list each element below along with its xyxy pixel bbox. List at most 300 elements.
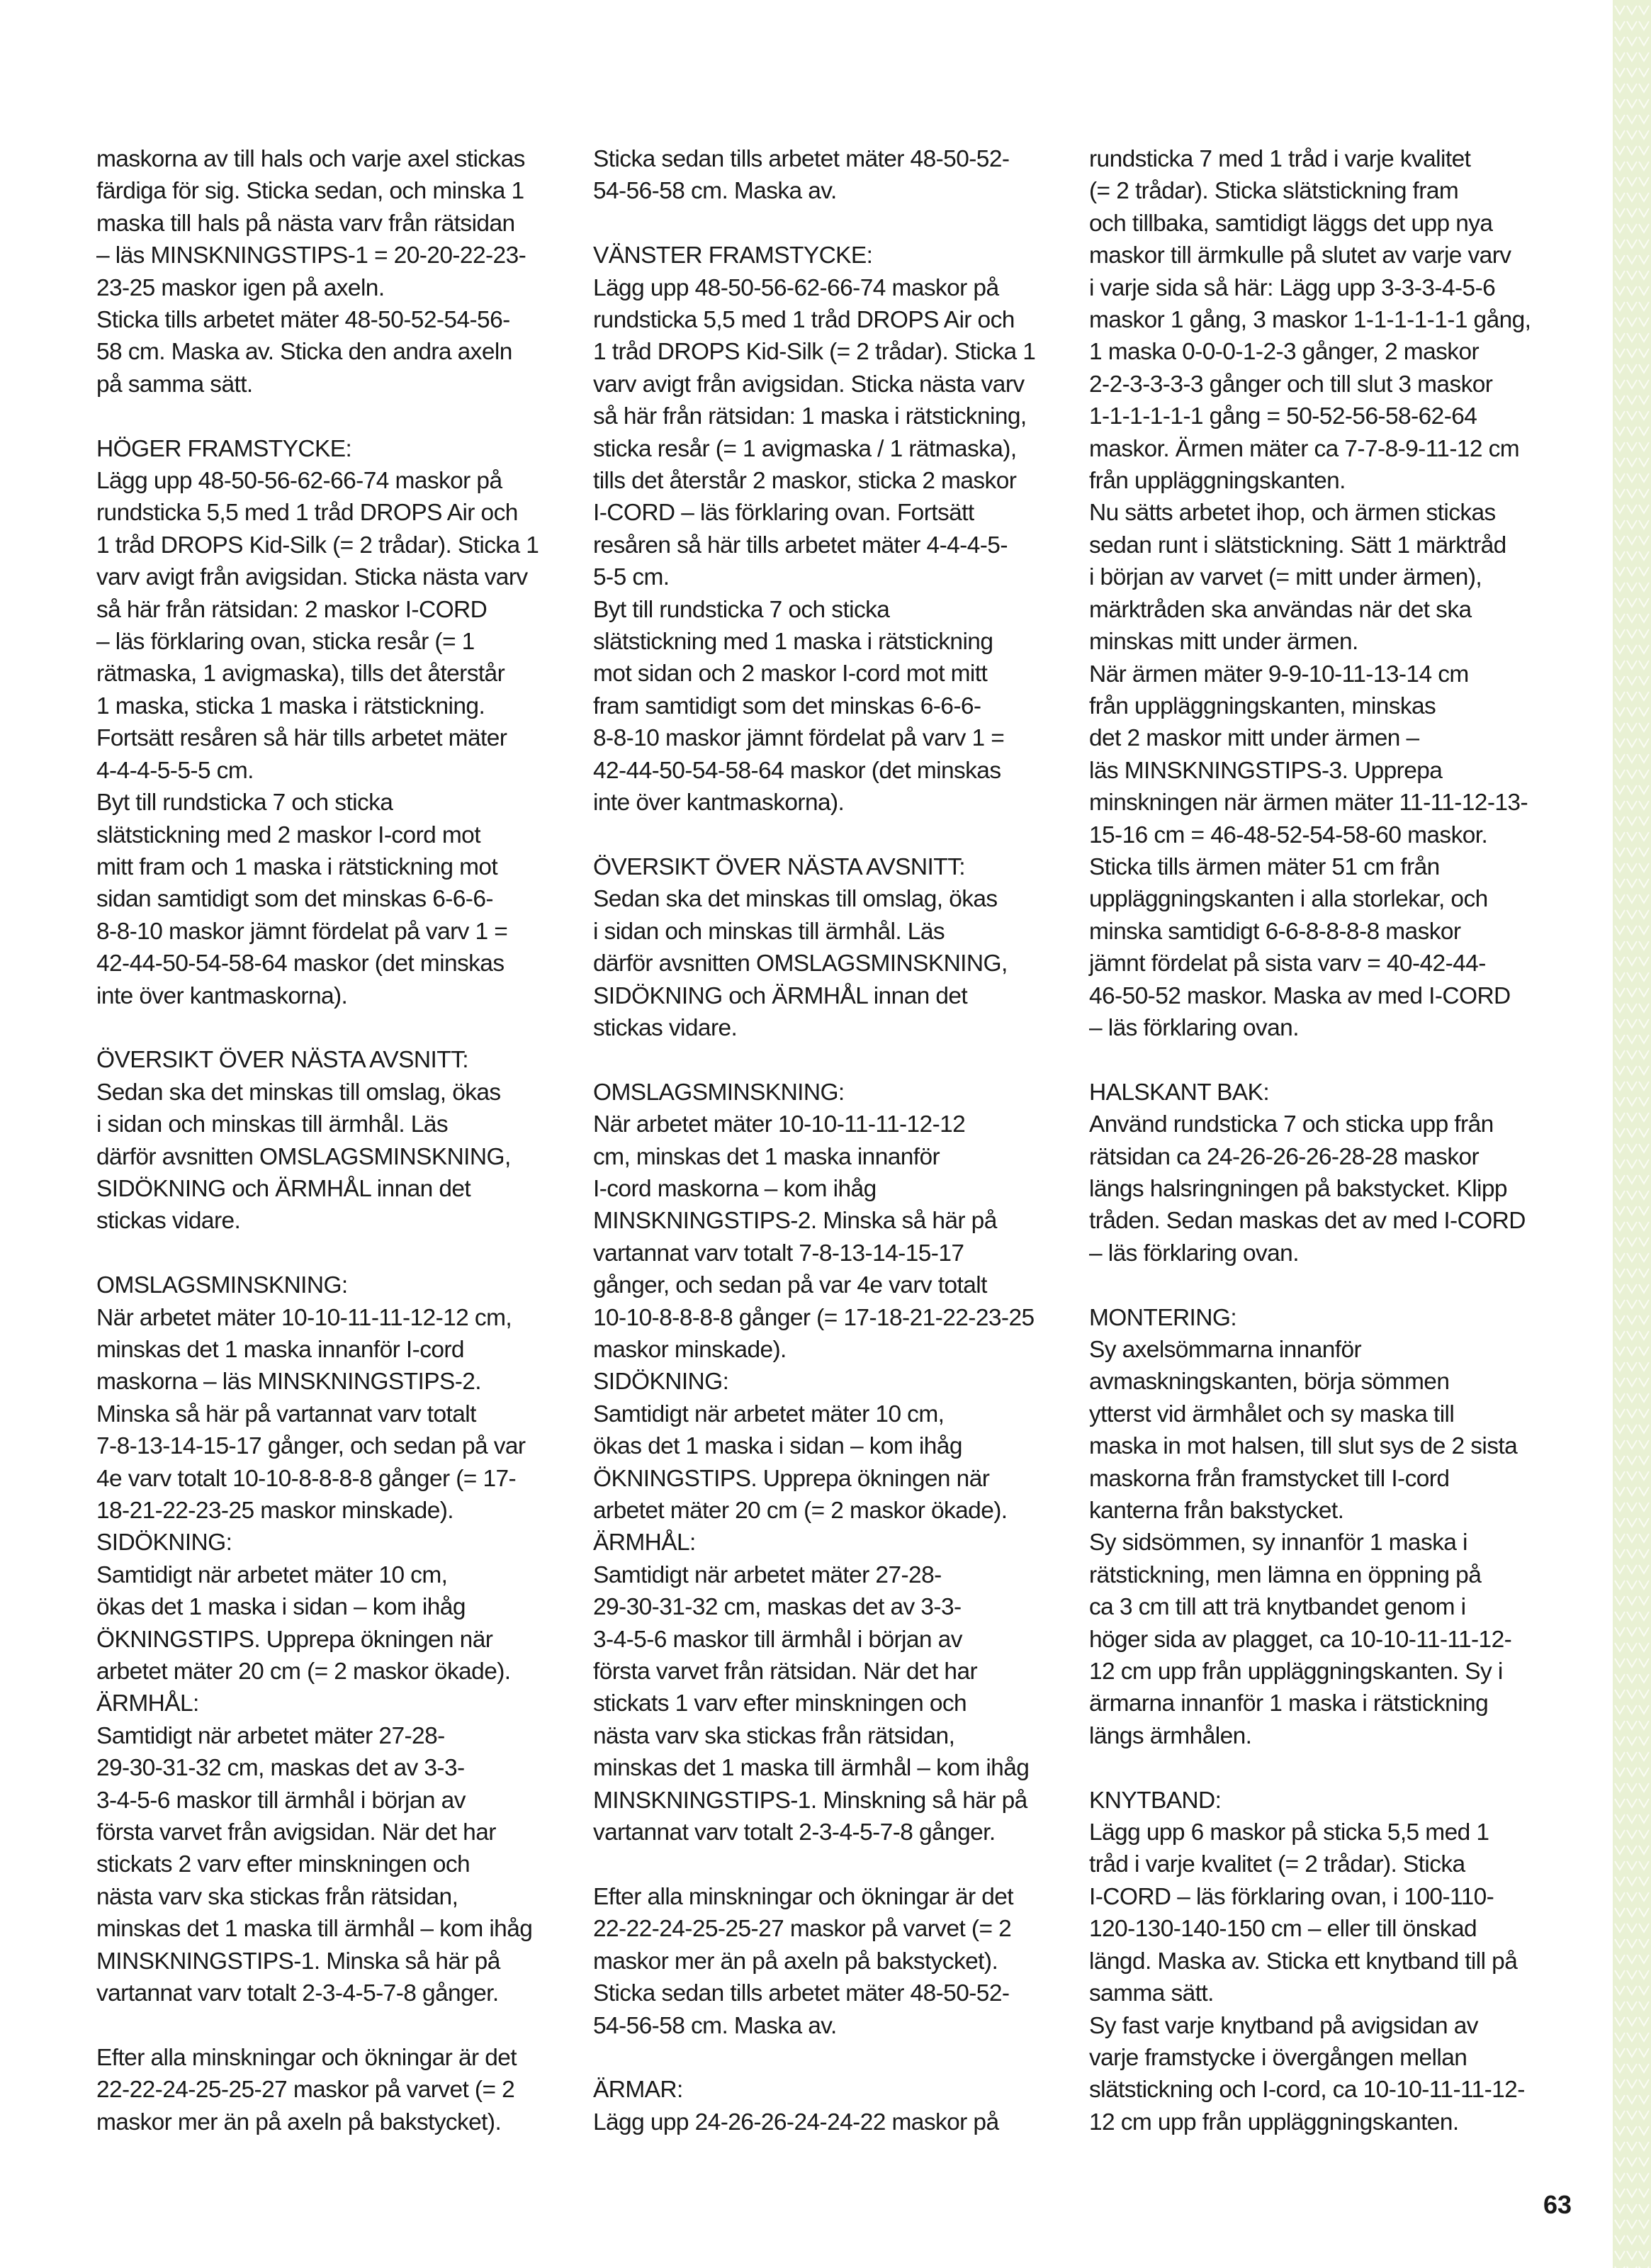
knit-stitch-mark [1639, 1487, 1649, 1495]
text-line: Sy sidsömmen, sy innanför 1 maska i [1089, 1529, 1467, 1556]
knit-stitch-mark [1615, 1736, 1625, 1745]
knit-stitch-mark [1615, 1487, 1625, 1495]
knit-stitch-mark [1627, 1097, 1637, 1106]
knit-stitch-mark [1627, 1222, 1637, 1230]
knit-stitch-mark [1615, 629, 1625, 638]
knit-stitch-mark [1627, 1237, 1637, 1246]
knit-stitch-mark [1639, 1425, 1649, 1433]
text-line: ökas det 1 maska i sidan – kom ihåg [96, 1594, 466, 1621]
knit-stitch-mark [1639, 926, 1649, 934]
knit-stitch-mark [1639, 1846, 1649, 1854]
knit-stitch-mark [1615, 1970, 1625, 1979]
knit-stitch-mark [1627, 1627, 1637, 1636]
knit-stitch-mark [1627, 1908, 1637, 1916]
knit-stitch-mark [1639, 1799, 1649, 1807]
text-line: 1 tråd DROPS Kid-Silk (= 2 trådar). Sticka 1 [593, 339, 1036, 366]
knit-stitch-mark [1627, 193, 1637, 201]
knit-stitch-mark [1639, 1986, 1649, 1994]
knit-stitch-mark [1639, 520, 1649, 529]
text-line: minskas mitt under ärmen. [1089, 629, 1358, 656]
knit-stitch-mark [1627, 941, 1637, 950]
knit-stitch-mark [1627, 988, 1637, 997]
knit-stitch-mark [1615, 2126, 1625, 2135]
knit-stitch-mark [1615, 1471, 1625, 1480]
knit-stitch-mark [1615, 2111, 1625, 2119]
knit-stitch-mark [1627, 2173, 1637, 2182]
text-line: i början av varvet (= mitt under ärmen), [1089, 564, 1482, 591]
knit-stitch-mark [1615, 1004, 1625, 1012]
knit-stitch-mark [1627, 879, 1637, 887]
knit-stitch-mark [1627, 2111, 1637, 2119]
knit-stitch-mark [1627, 1503, 1637, 1511]
text-line: 54-56-58 cm. Maska av. [593, 2012, 837, 2039]
text-line: MINSKNINGSTIPS-1. Minskning så här på [593, 1787, 1027, 1814]
knit-stitch-mark [1615, 1347, 1625, 1355]
knit-stitch-mark [1627, 302, 1637, 310]
knit-stitch-mark [1627, 1113, 1637, 1121]
text-line: ÖKNINGSTIPS. Upprepa ökningen när [593, 1465, 990, 1492]
knit-stitch-mark [1639, 894, 1649, 903]
text-line: Sedan ska det minskas till omslag, ökas [96, 1079, 501, 1106]
knit-stitch-mark [1615, 177, 1625, 186]
text-line: Lägg upp 48-50-56-62-66-74 maskor på [96, 468, 502, 495]
text-line: Sticka sedan tills arbetet mäter 48-50-52- [593, 1980, 1010, 2007]
text-line: arbetet mäter 20 cm (= 2 maskor ökade). [593, 1498, 1008, 1525]
knit-stitch-mark [1615, 2079, 1625, 2088]
text-line: ÄRMHÅL: [593, 1529, 696, 1556]
knit-stitch-mark [1627, 1284, 1637, 1293]
knit-stitch-mark [1639, 1237, 1649, 1246]
text-line: 8-8-10 maskor jämnt fördelat på varv 1 = [96, 918, 508, 945]
knit-stitch-mark [1639, 1596, 1649, 1605]
knit-stitch-mark [1615, 520, 1625, 529]
knit-stitch-mark [1627, 2189, 1637, 2197]
knit-stitch-mark [1627, 1955, 1637, 1963]
text-line: ökas det 1 maska i sidan – kom ihåg [593, 1433, 962, 1460]
text-line: maskor till ärmkulle på slutet av varje varv [1089, 242, 1511, 269]
knit-stitch-mark [1615, 848, 1625, 856]
knit-stitch-mark [1627, 676, 1637, 685]
knit-stitch-mark [1615, 1721, 1625, 1729]
text-line: läs MINSKNINGSTIPS-3. Upprepa [1089, 757, 1443, 784]
knit-stitch-mark [1639, 629, 1649, 638]
knit-stitch-mark [1639, 2173, 1649, 2182]
knit-stitch-mark [1615, 2204, 1625, 2213]
knit-stitch-mark [1615, 193, 1625, 201]
text-line: Efter alla minskningar och ökningar är det [593, 1883, 1014, 1910]
knit-stitch-mark [1615, 551, 1625, 560]
knit-stitch-mark [1615, 115, 1625, 123]
text-line: KNYTBAND: [1089, 1787, 1222, 1814]
text-line: resåren så här tills arbetet mäter 4-4-4-5- [593, 532, 1008, 558]
knit-stitch-mark [1627, 661, 1637, 669]
text-line: gånger, och sedan på var 4e varv totalt [593, 1272, 987, 1299]
knit-stitch-mark [1627, 1861, 1637, 1870]
text-line: ärmarna innanför 1 maska i rätstickning [1089, 1690, 1489, 1717]
knit-stitch-mark [1639, 645, 1649, 653]
knit-stitch-mark [1639, 754, 1649, 763]
text-line: ÄRMHÅL: [96, 1690, 199, 1717]
text-line: 1 maska 0-0-0-1-2-3 gånger, 2 maskor [1089, 339, 1480, 366]
knit-stitch-mark [1639, 1565, 1649, 1573]
knit-stitch-mark [1627, 271, 1637, 279]
text-column-3 [1089, 143, 1557, 2138]
knit-stitch-mark [1639, 1690, 1649, 1698]
text-line: VÄNSTER FRAMSTYCKE: [593, 242, 873, 269]
text-line: färdiga för sig. Sticka sedan, och minska 1 [96, 178, 524, 205]
text-line: Samtidigt när arbetet mäter 27-28- [593, 1561, 942, 1588]
text-line: 12 cm upp från uppläggningskanten. [1089, 2109, 1459, 2135]
text-line: så här från rätsidan: 1 maska i rätstickning, [593, 403, 1027, 430]
knit-stitch-mark [1639, 2251, 1649, 2259]
knit-stitch-mark [1627, 1004, 1637, 1012]
knit-stitch-mark [1627, 1144, 1637, 1152]
knit-stitch-mark [1627, 240, 1637, 248]
knit-stitch-mark [1639, 224, 1649, 232]
text-line: längs halsringningen på bakstycket. Klipp [1089, 1175, 1507, 1202]
knit-stitch-mark [1639, 1970, 1649, 1979]
knit-stitch-mark [1615, 52, 1625, 61]
knit-stitch-mark [1639, 2017, 1649, 2026]
text-line: I-CORD – läs förklaring ovan, i 100-110- [1089, 1883, 1494, 1910]
knit-stitch-mark [1615, 68, 1625, 77]
text-line: maska till hals på nästa varv från rätsidan [96, 210, 515, 237]
knit-stitch-mark [1627, 2220, 1637, 2228]
text-line: 46-50-52 maskor. Maska av med I-CORD [1089, 982, 1511, 1009]
knit-stitch-mark [1627, 1409, 1637, 1418]
text-line: rätsidan ca 24-26-26-26-28-28 maskor [1089, 1143, 1480, 1170]
knit-stitch-mark [1627, 1814, 1637, 1823]
knit-stitch-mark [1627, 1565, 1637, 1573]
text-line: – läs förklaring ovan, sticka resår (= 1 [96, 629, 475, 656]
text-line: Efter alla minskningar och ökningar är det [96, 2044, 517, 2071]
knit-stitch-mark [1639, 1518, 1649, 1527]
text-line: rätmaska, 1 avigmaska), tills det återstår [96, 661, 505, 687]
knit-stitch-mark [1639, 1019, 1649, 1028]
knit-stitch-mark [1615, 1362, 1625, 1371]
knit-stitch-mark [1627, 1581, 1637, 1589]
knit-stitch-mark [1627, 2235, 1637, 2244]
knit-stitch-mark [1627, 2064, 1637, 2072]
knit-stitch-mark [1639, 115, 1649, 123]
knit-stitch-mark [1615, 661, 1625, 669]
text-line: ÖVERSIKT ÖVER NÄSTA AVSNITT: [593, 853, 965, 880]
knit-stitch-mark [1615, 427, 1625, 435]
text-line: sedan runt i slätstickning. Sätt 1 märktråd [1089, 532, 1506, 558]
knit-stitch-mark [1627, 2079, 1637, 2088]
text-line: från uppläggningskanten. [1089, 468, 1346, 495]
knit-stitch-mark [1615, 333, 1625, 342]
text-line: HÖGER FRAMSTYCKE: [96, 435, 352, 462]
text-line: i varje sida så här: Lägg upp 3-3-3-4-5-6 [1089, 274, 1496, 301]
knit-stitch-mark [1627, 286, 1637, 295]
knit-stitch-mark [1615, 1128, 1625, 1137]
text-column-2 [593, 143, 1061, 2138]
knit-stitch-mark [1639, 255, 1649, 264]
knit-stitch-mark [1615, 1783, 1625, 1792]
knit-stitch-mark [1627, 1019, 1637, 1028]
knit-stitch-mark [1627, 567, 1637, 576]
text-line: rätstickning, men lämna en öppning på [1089, 1561, 1482, 1588]
knit-stitch-mark [1615, 692, 1625, 700]
text-line [593, 819, 1061, 851]
text-line: Fortsätt resåren så här tills arbetet mäter [96, 725, 507, 752]
knit-stitch-mark [1639, 1144, 1649, 1152]
knit-stitch-mark [1639, 2111, 1649, 2119]
text-line: SIDÖKNING och ÄRMHÅL innan det [593, 982, 968, 1009]
knit-stitch-mark [1639, 1222, 1649, 1230]
knit-stitch-mark [1627, 1035, 1637, 1043]
knit-stitch-mark [1615, 1549, 1625, 1558]
knit-stitch-mark [1627, 395, 1637, 404]
knit-stitch-mark [1639, 614, 1649, 622]
knit-stitch-mark [1627, 21, 1637, 30]
knit-stitch-mark [1615, 458, 1625, 466]
text-line: ca 3 cm till att trä knytbandet genom i [1089, 1594, 1466, 1621]
text-line [593, 1044, 1061, 1076]
knit-stitch-mark [1627, 1643, 1637, 1651]
knit-stitch-mark [1615, 1534, 1625, 1542]
knit-stitch-mark [1615, 1861, 1625, 1870]
knit-stitch-pattern-icon [1613, 0, 1651, 2268]
knit-stitch-mark [1615, 1082, 1625, 1090]
text-line: 23-25 maskor igen på axeln. [96, 274, 385, 301]
text-line: maskor. Ärmen mäter ca 7-7-8-9-11-12 cm [1089, 435, 1520, 462]
text-line [593, 1848, 1061, 1880]
text-line: minskas det 1 maska till ärmhål – kom ihåg [96, 1916, 533, 1943]
page-number: 63 [1543, 2190, 1572, 2219]
knit-stitch-mark [1627, 785, 1637, 794]
knit-stitch-mark [1627, 442, 1637, 451]
knit-stitch-mark [1627, 473, 1637, 482]
text-line: 3-4-5-6 maskor till ärmhål i början av [96, 1787, 466, 1814]
text-line: MONTERING: [1089, 1304, 1237, 1331]
knit-stitch-mark [1639, 2002, 1649, 2010]
knit-stitch-mark [1615, 411, 1625, 420]
knit-stitch-mark [1615, 957, 1625, 965]
knit-stitch-mark [1615, 1705, 1625, 1714]
knit-stitch-mark [1615, 130, 1625, 139]
knit-stitch-mark [1639, 130, 1649, 139]
knit-stitch-mark [1615, 1253, 1625, 1262]
knit-stitch-mark [1639, 1066, 1649, 1074]
text-line: Samtidigt när arbetet mäter 10 cm, [593, 1400, 945, 1427]
knit-stitch-mark [1615, 1627, 1625, 1636]
text-line: När ärmen mäter 9-9-10-11-13-14 cm [1089, 661, 1469, 687]
text-line: sidan samtidigt som det minskas 6-6-6- [96, 886, 493, 913]
knit-stitch-mark [1615, 37, 1625, 45]
text-line: Sticka sedan tills arbetet mäter 48-50-52- [593, 146, 1010, 172]
knit-stitch-mark [1639, 2095, 1649, 2104]
knit-stitch-mark [1627, 1269, 1637, 1277]
knit-stitch-mark [1627, 1970, 1637, 1979]
knit-stitch-mark [1627, 816, 1637, 825]
knit-stitch-mark [1627, 68, 1637, 77]
knit-stitch-mark [1627, 1799, 1637, 1807]
text-line: minskas det 1 maska innanför I-cord [96, 1336, 464, 1363]
text-line: 1 tråd DROPS Kid-Silk (= 2 trådar). Sticka 1 [96, 532, 539, 558]
text-line: i sidan och minskas till ärmhål. Läs [593, 918, 945, 945]
knit-stitch-mark [1639, 208, 1649, 217]
knit-stitch-mark [1615, 255, 1625, 264]
knit-stitch-mark [1639, 770, 1649, 778]
knit-stitch-mark [1639, 1892, 1649, 1901]
text-line: varv avigt från avigsidan. Sticka nästa varv [593, 371, 1025, 398]
text-line: 42-44-50-54-58-64 maskor (det minskas [593, 757, 1001, 784]
knit-stitch-mark [1627, 489, 1637, 498]
knit-stitch-mark [1639, 1814, 1649, 1823]
text-line: cm, minskas det 1 maska innanför [593, 1143, 940, 1170]
knit-stitch-mark [1627, 146, 1637, 155]
knit-stitch-mark [1639, 1035, 1649, 1043]
knit-stitch-mark [1615, 395, 1625, 404]
text-line: 22-22-24-25-25-27 maskor på varvet (= 2 [96, 2077, 515, 2104]
knit-stitch-mark [1627, 707, 1637, 716]
knit-stitch-mark [1627, 84, 1637, 92]
knit-stitch-mark [1627, 37, 1637, 45]
knit-stitch-mark [1615, 1596, 1625, 1605]
knit-stitch-mark [1615, 1300, 1625, 1308]
knit-stitch-mark [1639, 2189, 1649, 2197]
knit-stitch-mark [1627, 2142, 1637, 2150]
knit-stitch-mark [1639, 1627, 1649, 1636]
text-line: MINSKNINGSTIPS-1. Minska så här på [96, 1948, 500, 1975]
knit-stitch-mark [1627, 130, 1637, 139]
knit-stitch-mark [1615, 2235, 1625, 2244]
knit-stitch-mark [1639, 1612, 1649, 1620]
knit-stitch-mark [1615, 863, 1625, 872]
knit-stitch-mark [1615, 1222, 1625, 1230]
knit-stitch-mark [1639, 1206, 1649, 1215]
knit-stitch-mark [1639, 957, 1649, 965]
knit-stitch-mark [1639, 458, 1649, 466]
knit-stitch-mark [1639, 1331, 1649, 1340]
text-line: tråd i varje kvalitet (= 2 trådar). Sticka [1089, 1851, 1465, 1878]
knit-stitch-mark [1639, 1160, 1649, 1168]
knit-stitch-mark [1615, 1799, 1625, 1807]
knit-stitch-mark [1639, 1643, 1649, 1651]
knit-stitch-mark [1615, 1284, 1625, 1293]
knit-stitch-mark [1615, 442, 1625, 451]
knit-stitch-mark [1639, 1955, 1649, 1963]
knit-stitch-mark [1615, 754, 1625, 763]
text-line: Sy axelsömmarna innanför [1089, 1337, 1362, 1363]
knit-stitch-mark [1627, 645, 1637, 653]
knit-stitch-mark [1627, 2204, 1637, 2213]
knit-stitch-mark [1627, 2017, 1637, 2026]
knit-stitch-mark [1627, 1456, 1637, 1464]
knit-stitch-mark [1615, 739, 1625, 747]
knit-stitch-mark [1615, 941, 1625, 950]
knit-stitch-mark [1627, 894, 1637, 903]
text-line [96, 1237, 564, 1269]
knit-stitch-mark [1627, 2048, 1637, 2057]
text-line: inte över kantmaskorna). [96, 982, 348, 1009]
text-line: tråden. Sedan maskas det av med I-CORD [1089, 1208, 1526, 1235]
text-line: När arbetet mäter 10-10-11-11-12-12 [593, 1111, 966, 1138]
knit-stitch-mark [1615, 972, 1625, 981]
text-line: 15-16 cm = 46-48-52-54-58-60 maskor. [1089, 821, 1488, 848]
knit-stitch-mark [1639, 1378, 1649, 1386]
knit-stitch-mark [1639, 1549, 1649, 1558]
text-line: 5-5 cm. [593, 564, 670, 591]
text-line: arbetet mäter 20 cm (= 2 maskor ökade). [96, 1658, 511, 1685]
knit-stitch-mark [1615, 1908, 1625, 1916]
knit-stitch-mark [1639, 146, 1649, 155]
text-line: minskas det 1 maska till ärmhål – kom ihåg [593, 1755, 1030, 1782]
knit-stitch-mark [1627, 2095, 1637, 2104]
knit-stitch-mark [1615, 926, 1625, 934]
knit-stitch-mark [1615, 1939, 1625, 1948]
knit-stitch-mark [1627, 598, 1637, 607]
knit-stitch-mark [1615, 1378, 1625, 1386]
knit-stitch-mark [1639, 739, 1649, 747]
knit-stitch-mark [1615, 6, 1625, 14]
text-line: rundsticka 5,5 med 1 tråd DROPS Air och [96, 500, 518, 527]
knit-stitch-mark [1627, 1253, 1637, 1262]
knit-stitch-mark [1615, 1409, 1625, 1418]
knit-stitch-mark [1627, 208, 1637, 217]
knit-stitch-mark [1639, 1861, 1649, 1870]
knit-stitch-mark [1639, 2048, 1649, 2057]
knit-stitch-mark [1639, 863, 1649, 872]
knit-stitch-mark [1639, 1783, 1649, 1792]
knit-stitch-mark [1627, 458, 1637, 466]
knit-stitch-mark [1627, 629, 1637, 638]
knit-stitch-mark [1639, 1924, 1649, 1932]
knit-stitch-mark [1627, 411, 1637, 420]
knit-stitch-mark [1627, 1612, 1637, 1620]
knit-stitch-mark [1615, 1986, 1625, 1994]
knit-stitch-mark [1639, 1736, 1649, 1745]
knit-stitch-mark [1639, 848, 1649, 856]
knit-stitch-mark [1627, 1425, 1637, 1433]
knit-stitch-mark [1639, 723, 1649, 731]
knit-stitch-mark [1627, 926, 1637, 934]
knit-stitch-mark [1627, 801, 1637, 809]
knit-stitch-mark [1615, 988, 1625, 997]
text-line: maska in mot halsen, till slut sys de 2 sista [1089, 1433, 1518, 1460]
text-line: stickats 2 varv efter minskningen och [96, 1851, 470, 1878]
knit-stitch-mark [1615, 770, 1625, 778]
text-line [593, 2042, 1061, 2074]
text-line: mitt fram och 1 maska i rätstickning mot [96, 853, 498, 880]
knit-stitch-mark [1615, 1892, 1625, 1901]
knit-stitch-mark [1615, 2002, 1625, 2010]
text-column-1 [96, 143, 564, 2138]
knit-stitch-mark [1627, 1362, 1637, 1371]
text-line: Samtidigt när arbetet mäter 27-28- [96, 1722, 445, 1749]
knit-stitch-mark [1639, 1721, 1649, 1729]
knit-stitch-mark [1639, 302, 1649, 310]
knit-stitch-mark [1627, 972, 1637, 981]
knit-stitch-mark [1627, 1877, 1637, 1885]
text-line: märktråden ska användas när det ska [1089, 596, 1472, 623]
knit-stitch-mark [1627, 1721, 1637, 1729]
knit-stitch-mark [1615, 1565, 1625, 1573]
knit-stitch-mark [1639, 364, 1649, 373]
text-line: slätstickning med 1 maska i rätstickning [593, 629, 993, 656]
knit-stitch-mark [1627, 583, 1637, 591]
knit-stitch-mark [1627, 1705, 1637, 1714]
text-line: nästa varv ska stickas från rätsidan, [96, 1883, 458, 1910]
text-line: 1 maska, sticka 1 maska i rätstickning. [96, 692, 485, 719]
text-line: OMSLAGSMINSKNING: [593, 1079, 845, 1106]
knit-stitch-mark [1627, 380, 1637, 388]
knit-stitch-mark [1615, 1877, 1625, 1885]
knit-stitch-mark [1639, 177, 1649, 186]
knit-stitch-mark [1615, 1440, 1625, 1449]
